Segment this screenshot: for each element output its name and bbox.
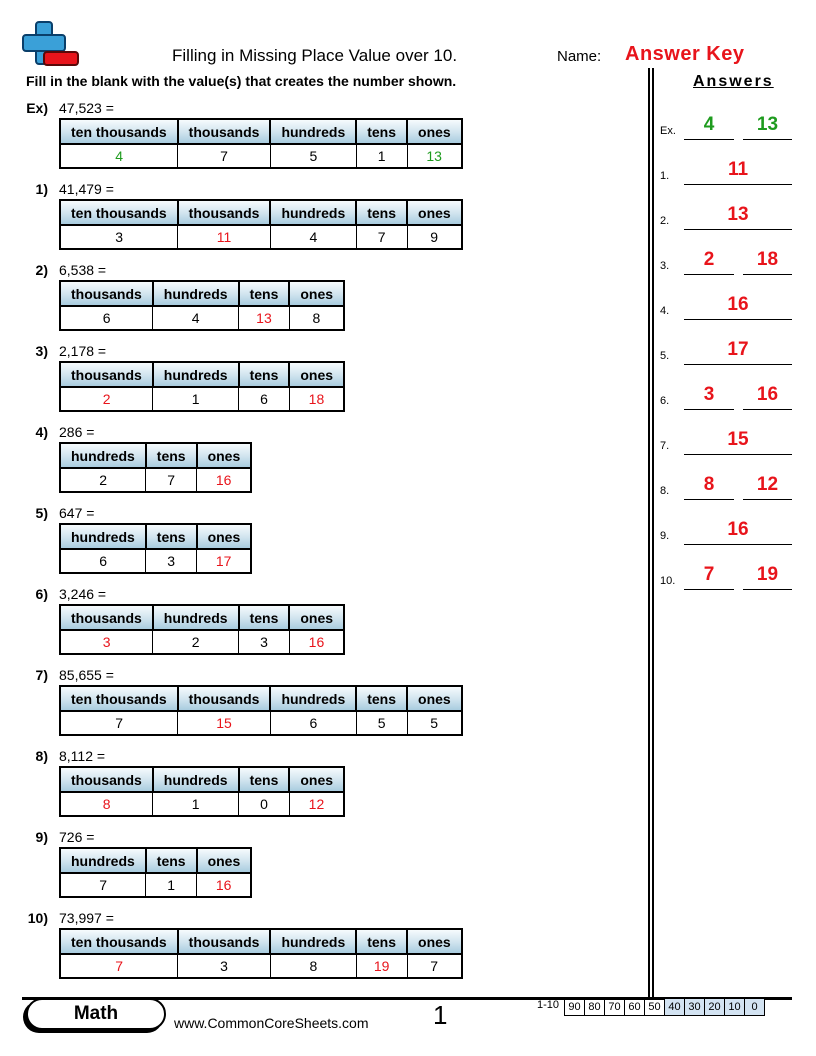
divider-line bbox=[652, 68, 654, 998]
place-value-cell: 7 bbox=[356, 225, 407, 249]
place-value-table bbox=[59, 118, 463, 169]
answer-label: 7. bbox=[660, 440, 670, 452]
place-header: ones bbox=[407, 200, 462, 225]
place-header: hundreds bbox=[153, 281, 239, 306]
place-value-table bbox=[59, 928, 463, 979]
answer-blank: 19 bbox=[743, 562, 792, 590]
place-header: tens bbox=[146, 443, 197, 468]
place-header: ones bbox=[289, 362, 344, 387]
place-header: hundreds bbox=[153, 767, 239, 792]
place-value-cell: 5 bbox=[356, 711, 407, 735]
score-cell: 30 bbox=[685, 999, 705, 1016]
answer-row bbox=[660, 470, 800, 500]
score-cell: 50 bbox=[645, 999, 665, 1016]
place-value-cell: 2 bbox=[60, 468, 146, 492]
answer-row bbox=[660, 155, 800, 185]
place-value-cell: 3 bbox=[146, 549, 197, 573]
plus-minus-logo-icon bbox=[22, 20, 80, 68]
problem-label: 2) bbox=[35, 262, 48, 278]
place-header: hundreds bbox=[60, 443, 146, 468]
answer-blank: 16 bbox=[684, 517, 792, 545]
answer-blank: 15 bbox=[684, 427, 792, 455]
answer-row bbox=[660, 425, 800, 455]
place-header: tens bbox=[356, 686, 407, 711]
place-value-table bbox=[59, 199, 463, 250]
place-header: hundreds bbox=[270, 929, 356, 954]
place-value-cell: 7 bbox=[60, 873, 146, 897]
place-value-table bbox=[59, 361, 345, 412]
answer-blank: 13 bbox=[743, 112, 792, 140]
problem-number: 85,655 = bbox=[59, 667, 114, 683]
place-header: thousands bbox=[178, 686, 271, 711]
place-value-cell: 3 bbox=[60, 630, 153, 654]
place-header: ones bbox=[197, 524, 252, 549]
place-value-cell: 6 bbox=[270, 711, 356, 735]
place-value-cell: 3 bbox=[239, 630, 290, 654]
answer-blank: 7 bbox=[684, 562, 734, 590]
place-value-cell: 0 bbox=[239, 792, 290, 816]
place-value-cell: 8 bbox=[60, 792, 153, 816]
place-header: tens bbox=[356, 929, 407, 954]
place-value-cell: 6 bbox=[60, 549, 146, 573]
score-cell: 70 bbox=[605, 999, 625, 1016]
place-value-cell: 3 bbox=[60, 225, 178, 249]
answer-row bbox=[660, 380, 800, 410]
answer-row bbox=[660, 335, 800, 365]
place-header: thousands bbox=[178, 929, 271, 954]
place-header: tens bbox=[239, 362, 290, 387]
problem-label: Ex) bbox=[26, 100, 48, 116]
answer-blank: 11 bbox=[684, 157, 792, 185]
place-value-table bbox=[59, 523, 252, 574]
place-value-cell: 4 bbox=[153, 306, 239, 330]
answer-label: 9. bbox=[660, 530, 670, 542]
answer-blank: 16 bbox=[743, 382, 792, 410]
place-value-cell: 7 bbox=[60, 954, 178, 978]
problem-label: 5) bbox=[35, 505, 48, 521]
answer-blank: 12 bbox=[743, 472, 792, 500]
answer-blank: 17 bbox=[684, 337, 792, 365]
problem-label: 8) bbox=[35, 748, 48, 764]
problem-number: 8,112 = bbox=[59, 748, 106, 764]
place-value-cell: 2 bbox=[153, 630, 239, 654]
place-value-table bbox=[59, 604, 345, 655]
answer-label: 1. bbox=[660, 170, 670, 182]
divider-line bbox=[648, 68, 650, 998]
page-number: 1 bbox=[433, 1000, 448, 1030]
problem-number: 726 = bbox=[59, 829, 95, 845]
place-value-cell: 1 bbox=[153, 792, 239, 816]
place-value-cell: 17 bbox=[197, 549, 252, 573]
place-value-cell: 6 bbox=[60, 306, 153, 330]
answer-row bbox=[660, 290, 800, 320]
place-value-cell: 1 bbox=[146, 873, 197, 897]
place-header: ten thousands bbox=[60, 200, 178, 225]
place-value-cell: 16 bbox=[197, 873, 252, 897]
place-header: ones bbox=[289, 605, 344, 630]
answer-label: 2. bbox=[660, 215, 670, 227]
problem-number: 3,246 = bbox=[59, 586, 107, 602]
answers-heading: Answers bbox=[693, 73, 774, 90]
place-value-cell: 7 bbox=[407, 954, 462, 978]
score-cell: 0 bbox=[745, 999, 765, 1016]
place-value-cell: 1 bbox=[356, 144, 407, 168]
answer-label: 6. bbox=[660, 395, 670, 407]
answer-row bbox=[660, 200, 800, 230]
place-header: hundreds bbox=[153, 362, 239, 387]
place-value-table bbox=[59, 766, 345, 817]
answer-blank: 18 bbox=[743, 247, 792, 275]
score-cell: 40 bbox=[665, 999, 685, 1016]
answer-blank: 2 bbox=[684, 247, 734, 275]
place-header: thousands bbox=[178, 119, 271, 144]
answer-label: 10. bbox=[660, 575, 676, 587]
place-header: tens bbox=[146, 524, 197, 549]
problem-number: 41,479 = bbox=[59, 181, 114, 197]
name-label: Name: bbox=[557, 48, 602, 65]
place-header: tens bbox=[356, 200, 407, 225]
place-value-cell: 9 bbox=[407, 225, 462, 249]
place-header: ones bbox=[197, 443, 252, 468]
place-value-cell: 13 bbox=[407, 144, 462, 168]
answer-blank: 8 bbox=[684, 472, 734, 500]
place-header: hundreds bbox=[60, 524, 146, 549]
place-value-cell: 4 bbox=[60, 144, 178, 168]
place-value-cell: 19 bbox=[356, 954, 407, 978]
place-header: thousands bbox=[60, 767, 153, 792]
problem-label: 3) bbox=[35, 343, 48, 359]
place-header: ten thousands bbox=[60, 686, 178, 711]
score-cell: 60 bbox=[625, 999, 645, 1016]
score-cell: 80 bbox=[585, 999, 605, 1016]
place-value-cell: 7 bbox=[178, 144, 271, 168]
place-value-cell: 4 bbox=[270, 225, 356, 249]
place-header: tens bbox=[239, 767, 290, 792]
place-header: ones bbox=[197, 848, 252, 873]
answer-row bbox=[660, 560, 800, 590]
answer-row bbox=[660, 245, 800, 275]
place-header: tens bbox=[239, 281, 290, 306]
place-header: tens bbox=[239, 605, 290, 630]
place-value-cell: 8 bbox=[270, 954, 356, 978]
answer-blank: 13 bbox=[684, 202, 792, 230]
place-value-cell: 13 bbox=[239, 306, 290, 330]
place-value-cell: 1 bbox=[153, 387, 239, 411]
answer-label: 3. bbox=[660, 260, 670, 272]
answer-blank: 16 bbox=[684, 292, 792, 320]
place-value-table bbox=[59, 685, 463, 736]
answer-blank: 4 bbox=[684, 112, 734, 140]
place-header: hundreds bbox=[270, 200, 356, 225]
place-header: hundreds bbox=[60, 848, 146, 873]
place-header: tens bbox=[356, 119, 407, 144]
place-value-cell: 6 bbox=[239, 387, 290, 411]
place-header: hundreds bbox=[153, 605, 239, 630]
place-header: ones bbox=[289, 767, 344, 792]
place-value-cell: 5 bbox=[407, 711, 462, 735]
problem-number: 73,997 = bbox=[59, 910, 114, 926]
place-header: ones bbox=[407, 686, 462, 711]
place-header: ones bbox=[289, 281, 344, 306]
problem-label: 9) bbox=[35, 829, 48, 845]
score-cell: 90 bbox=[565, 999, 585, 1016]
place-value-cell: 5 bbox=[270, 144, 356, 168]
place-header: hundreds bbox=[270, 686, 356, 711]
place-header: thousands bbox=[60, 362, 153, 387]
problem-label: 7) bbox=[35, 667, 48, 683]
score-cell: 20 bbox=[705, 999, 725, 1016]
place-header: hundreds bbox=[270, 119, 356, 144]
problem-label: 4) bbox=[35, 424, 48, 440]
answer-label: 4. bbox=[660, 305, 670, 317]
place-value-cell: 11 bbox=[178, 225, 271, 249]
problem-label: 1) bbox=[35, 181, 48, 197]
place-header: tens bbox=[146, 848, 197, 873]
place-value-table bbox=[59, 847, 252, 898]
worksheet-title: Filling in Missing Place Value over 10. bbox=[172, 46, 458, 65]
place-value-cell: 7 bbox=[146, 468, 197, 492]
place-header: thousands bbox=[178, 200, 271, 225]
score-cell: 10 bbox=[725, 999, 745, 1016]
answer-row bbox=[660, 515, 800, 545]
instructions: Fill in the blank with the value(s) that creates the number shown. bbox=[26, 73, 457, 89]
problem-number: 47,523 = bbox=[59, 100, 114, 116]
problem-number: 647 = bbox=[59, 505, 95, 521]
website-text: www.CommonCoreSheets.com bbox=[174, 1015, 369, 1031]
place-value-cell: 15 bbox=[178, 711, 271, 735]
problem-number: 286 = bbox=[59, 424, 95, 440]
answer-row bbox=[660, 110, 800, 140]
place-value-table bbox=[59, 280, 345, 331]
answer-label: 5. bbox=[660, 350, 670, 362]
problem-number: 6,538 = bbox=[59, 262, 107, 278]
place-value-cell: 12 bbox=[289, 792, 344, 816]
score-table bbox=[564, 998, 765, 1016]
name-value: Answer Key bbox=[625, 43, 745, 65]
place-value-cell: 16 bbox=[197, 468, 252, 492]
problem-label: 6) bbox=[35, 586, 48, 602]
place-value-cell: 18 bbox=[289, 387, 344, 411]
problem-number: 2,178 = bbox=[59, 343, 107, 359]
place-header: thousands bbox=[60, 605, 153, 630]
place-value-cell: 3 bbox=[178, 954, 271, 978]
place-header: ten thousands bbox=[60, 119, 178, 144]
problem-label: 10) bbox=[27, 910, 48, 926]
answer-label: 8. bbox=[660, 485, 670, 497]
score-range-label: 1-10 bbox=[537, 999, 560, 1011]
place-value-cell: 16 bbox=[289, 630, 344, 654]
place-header: thousands bbox=[60, 281, 153, 306]
place-value-cell: 2 bbox=[60, 387, 153, 411]
answer-label: Ex. bbox=[660, 125, 676, 137]
place-header: ones bbox=[407, 929, 462, 954]
place-value-table bbox=[59, 442, 252, 493]
place-value-cell: 7 bbox=[60, 711, 178, 735]
place-header: ten thousands bbox=[60, 929, 178, 954]
place-value-cell: 8 bbox=[289, 306, 344, 330]
place-header: ones bbox=[407, 119, 462, 144]
subject-badge: Math bbox=[26, 998, 166, 1030]
answer-blank: 3 bbox=[684, 382, 734, 410]
